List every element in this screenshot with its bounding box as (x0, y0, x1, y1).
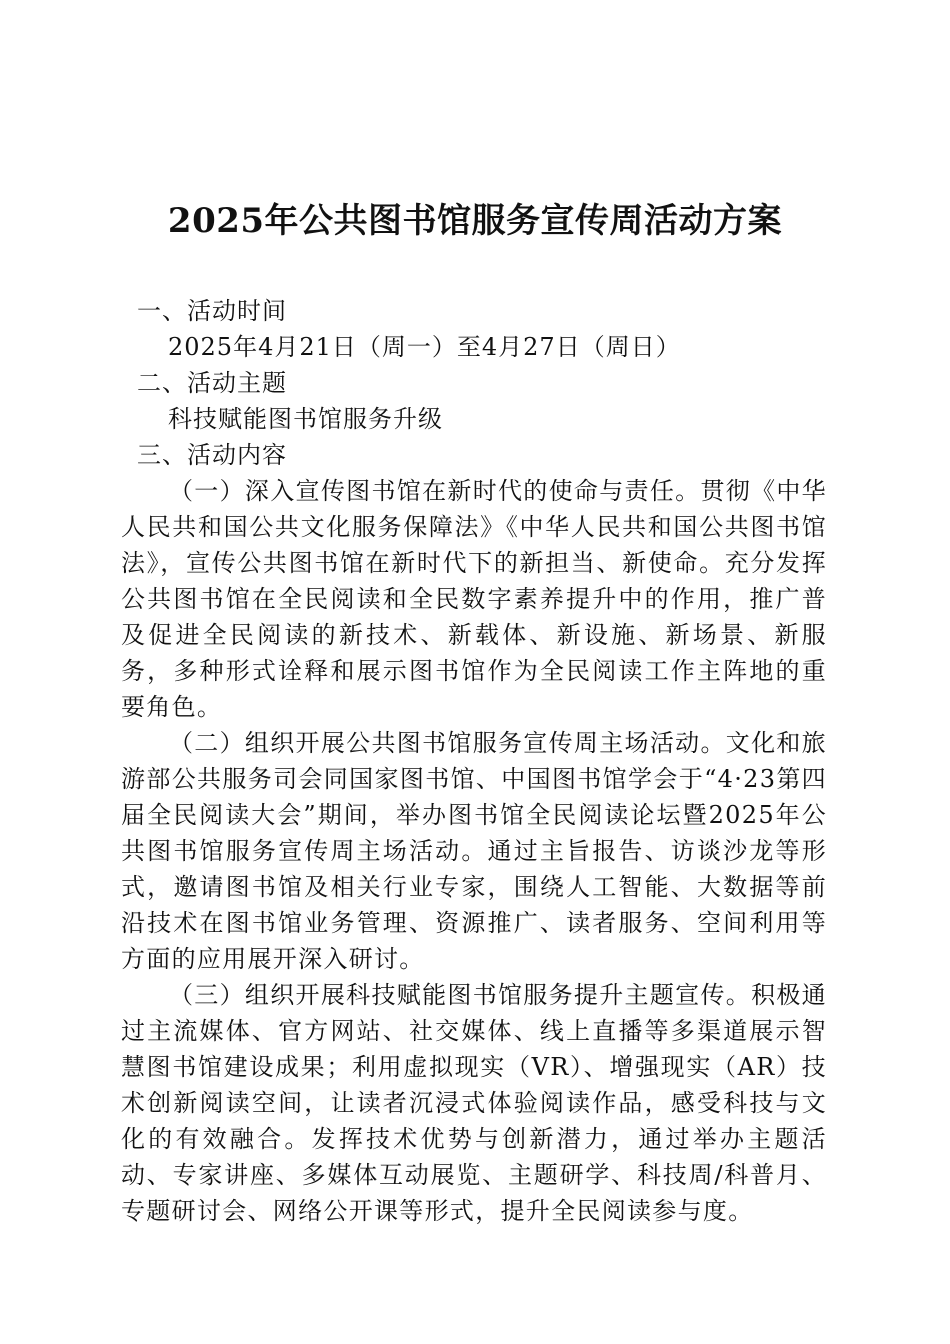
content-paragraph-2: （二）组织开展公共图书馆服务宣传周主场活动。文化和旅游部公共服务司会同国家图书馆、中国图书馆学会于“4·23第四届全民阅读大会”期间，举办图书馆全民阅读论坛暨2025年公共图书馆服务宣传周主场活动。通过主旨报告、访谈沙龙等形式，邀请图书馆及相关行业专家，围绕人工智能、大数据等前沿技术在图书馆业务管理、资源推广、读者服务、空间利用等方面的应用展开深入研讨。 (121, 729, 827, 973)
content-paragraph-3: （三）组织开展科技赋能图书馆服务提升主题宣传。积极通过主流媒体、官方网站、社交媒体、线上直播等多渠道展示智慧图书馆建设成果；利用虚拟现实（VR）、增强现实（AR）技术创新阅读空间，让读者沉浸式体验阅读作品，感受科技与文化的有效融合。发挥技术优势与创新潜力，通过举办主题活动、专家讲座、多媒体互动展览、主题研学、科技周/科普月、专题研讨会、网络公开课等形式，提升全民阅读参与度。 (121, 981, 827, 1225)
document-body (121, 293, 827, 1229)
document-title: 2025年公共图书馆服务宣传周活动方案 (167, 201, 783, 241)
section-heading-theme: 二、活动主题 (137, 369, 287, 397)
content-paragraph-1: （一）深入宣传图书馆在新时代的使命与责任。贯彻《中华人民共和国公共文化服务保障法》《中华人民共和国公共图书馆法》，宣传公共图书馆在新时代下的新担当、新使命。充分发挥公共图书馆在全民阅读和全民数字素养提升中的作用，推广普及促进全民阅读的新技术、新载体、新设施、新场景、新服务，多种形式诠释和展示图书馆作为全民阅读工作主阵地的重要角色。 (121, 477, 827, 721)
section-content-theme: 科技赋能图书馆服务升级 (168, 405, 443, 433)
section-heading-content: 三、活动内容 (137, 441, 287, 469)
section-heading-time: 一、活动时间 (137, 297, 287, 325)
section-content-time: 2025年4月21日（周一）至4月27日（周日） (168, 333, 681, 361)
